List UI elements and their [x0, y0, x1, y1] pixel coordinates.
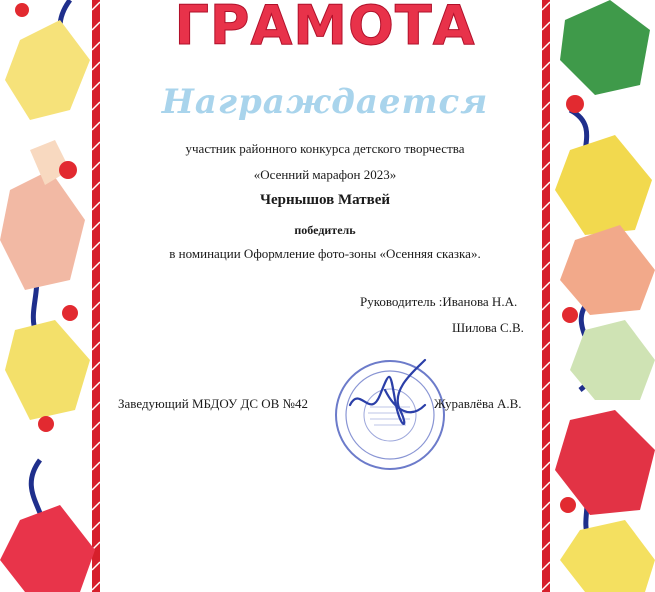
- recipient-name: Чернышов Матвей: [259, 192, 391, 208]
- supervisor-line: Руководитель :Иванова Н.А.: [360, 294, 518, 309]
- head-name: Журавлёва А.В.: [434, 396, 522, 411]
- contest-description: участник районного конкурса детского творчества: [185, 141, 465, 156]
- supervisor-second: Шилова С.В.: [452, 320, 524, 335]
- head-position: Заведующий МБДОУ ДС ОВ №42: [118, 396, 308, 411]
- recipient-role: победитель: [294, 223, 356, 237]
- right-autumn-border: [540, 0, 655, 592]
- left-autumn-border: [0, 0, 110, 592]
- contest-name: «Осенний марафон 2023»: [253, 167, 397, 182]
- certificate-title: ГРАМОТА: [174, 0, 476, 57]
- award-subtitle: Награждается: [161, 82, 489, 122]
- handwritten-signature: [340, 350, 440, 450]
- nomination-text: в номинации Оформление фото-зоны «Осенняя сказка».: [169, 246, 481, 261]
